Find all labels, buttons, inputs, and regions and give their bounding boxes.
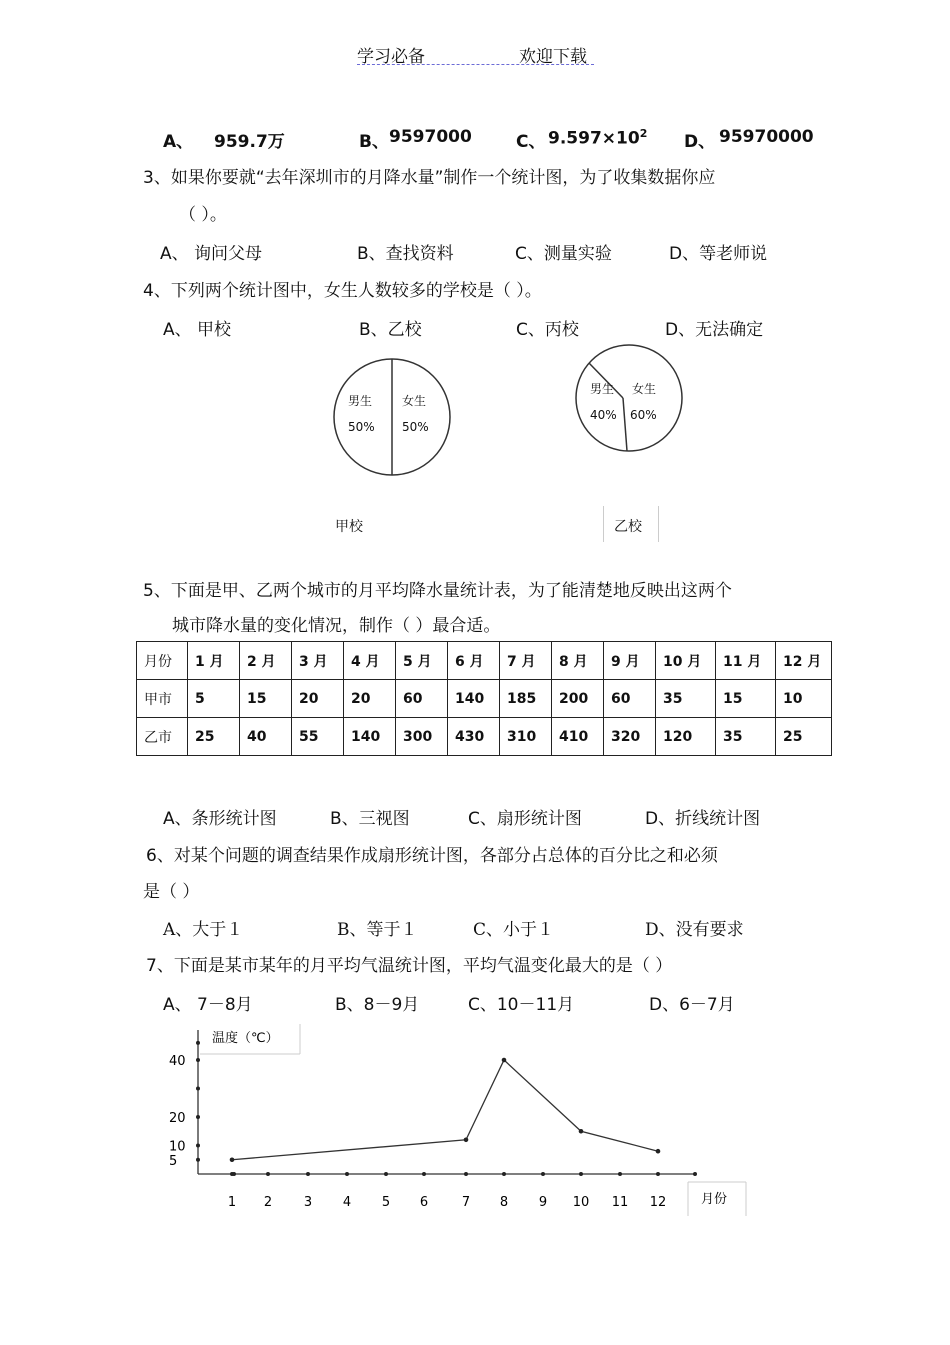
- table-cell: 410: [552, 718, 604, 756]
- temperature-series-line: [232, 1060, 658, 1160]
- q2-option-c-text: $9.597\times 10^2$: [548, 127, 648, 149]
- table-header-cell: 10 月: [656, 642, 716, 680]
- x-axis-dot: [422, 1172, 426, 1176]
- table-cell: 甲市: [137, 680, 188, 718]
- table-cell: 25: [776, 718, 832, 756]
- q6-option-a: A、大于１: [163, 920, 244, 940]
- q5-stem-line1: 5、下面是甲、乙两个城市的月平均降水量统计表，为了能清楚地反映出这两个: [143, 581, 732, 601]
- pie2-caption: 乙校: [614, 519, 642, 535]
- q7-option-d: D、6－7月: [649, 995, 735, 1015]
- x-tick-label: 3: [303, 1195, 313, 1210]
- y-axis-dot: [196, 1115, 200, 1119]
- x-axis-dot: [579, 1172, 583, 1176]
- table-row: [137, 718, 832, 756]
- q3-stem-line2: （ ）。: [179, 205, 227, 225]
- table-header-cell: 4 月: [344, 642, 396, 680]
- x-tick-label: 4: [342, 1195, 352, 1210]
- temperature-data-point: [230, 1157, 235, 1162]
- table-cell: 320: [604, 718, 656, 756]
- table-cell: 310: [500, 718, 552, 756]
- pie2-caption-border-left: [603, 506, 604, 542]
- pie1-male-label: 男生: [348, 394, 373, 408]
- table-cell: 430: [448, 718, 500, 756]
- q2-option-a-text: 959.7万: [214, 132, 285, 152]
- q2-option-c-label: C、: [516, 132, 546, 152]
- table-header-cell: 6 月: [448, 642, 500, 680]
- y-axis-dot: [196, 1058, 200, 1062]
- pie1-caption: 甲校: [335, 519, 363, 535]
- table-cell: 55: [292, 718, 344, 756]
- temperature-data-point: [656, 1149, 661, 1154]
- pie2-female-pct: 60%: [630, 408, 657, 422]
- table-cell: 5: [188, 680, 240, 718]
- q6-stem-line1: 6、对某个问题的调查结果作成扇形统计图，各部分占总体的百分比之和必须: [146, 846, 718, 866]
- x-axis-dot: [232, 1172, 236, 1176]
- table-header-row: [137, 642, 832, 680]
- q4-option-c: C、丙校: [516, 320, 579, 340]
- header-right: 欢迎下载: [519, 47, 587, 67]
- pie1-female-pct: 50%: [402, 420, 429, 434]
- q2-option-d-text: 95970000: [719, 127, 814, 147]
- table-cell: 140: [448, 680, 500, 718]
- q6-option-c: C、小于１: [473, 920, 555, 940]
- table-cell: 60: [396, 680, 448, 718]
- x-axis-dot: [541, 1172, 545, 1176]
- table-cell: 200: [552, 680, 604, 718]
- q5-option-a: A、条形统计图: [163, 809, 277, 829]
- temperature-data-point: [464, 1138, 469, 1143]
- x-axis-label: 月份: [701, 1192, 728, 1207]
- table-header-cell: 9 月: [604, 642, 656, 680]
- y-axis-dot: [196, 1041, 200, 1045]
- y-tick-label: 20: [169, 1111, 186, 1126]
- table-header-cell: 3 月: [292, 642, 344, 680]
- table-cell: 10: [776, 680, 832, 718]
- q5-option-b: B、三视图: [330, 809, 410, 829]
- x-axis-dot: [693, 1172, 697, 1176]
- q2-option-b-text: 9597000: [389, 127, 472, 147]
- x-tick-label: 5: [381, 1195, 391, 1210]
- x-tick-label: 7: [461, 1195, 471, 1210]
- q3-option-a: A、 询问父母: [160, 244, 263, 264]
- x-tick-label: 9: [538, 1195, 548, 1210]
- table-cell: 140: [344, 718, 396, 756]
- x-tick-label: 8: [499, 1195, 509, 1210]
- pie1-male-pct: 50%: [348, 420, 375, 434]
- q3-option-b: B、查找资料: [357, 244, 454, 264]
- pie2-female-label: 女生: [632, 382, 657, 396]
- q2-option-a-label: A、: [163, 132, 194, 152]
- q5-option-c: C、扇形统计图: [468, 809, 582, 829]
- x-tick-label: 1: [227, 1195, 237, 1210]
- header-underline: [357, 64, 594, 65]
- q6-option-d: D、没有要求: [645, 920, 744, 940]
- q4-option-a: A、 甲校: [163, 320, 232, 340]
- pie2-outline: [576, 345, 682, 451]
- y-axis-dot: [196, 1158, 200, 1162]
- q7-stem: 7、下面是某市某年的月平均气温统计图，平均气温变化最大的是（ ）: [146, 956, 673, 976]
- q3-stem-line1: 3、如果你要就“去年深圳市的月降水量”制作一个统计图，为了收集数据你应: [143, 168, 716, 188]
- table-cell: 20: [344, 680, 396, 718]
- q7-option-a: A、 7－8月: [163, 995, 253, 1015]
- q4-option-d: D、无法确定: [665, 320, 764, 340]
- table-header-cell: 2 月: [240, 642, 292, 680]
- pie2-caption-border-right: [658, 506, 659, 542]
- x-tick-label: 11: [611, 1195, 629, 1210]
- x-axis-dot: [656, 1172, 660, 1176]
- q7-option-c: C、10－11月: [468, 995, 575, 1015]
- y-tick-label: 5: [169, 1153, 178, 1169]
- q6-stem-line2: 是（ ）: [143, 882, 200, 902]
- table-header-cell: 1 月: [188, 642, 240, 680]
- q7-option-b: B、8－9月: [335, 995, 420, 1015]
- table-cell: 300: [396, 718, 448, 756]
- x-axis-dot: [384, 1172, 388, 1176]
- pie2-divider-bottom: [623, 398, 627, 451]
- table-header-cell: 12 月: [776, 642, 832, 680]
- q4-option-b: B、乙校: [359, 320, 422, 340]
- table-cell: 35: [716, 718, 776, 756]
- table-cell: 20: [292, 680, 344, 718]
- x-axis-dot: [502, 1172, 506, 1176]
- x-axis-dot: [266, 1172, 270, 1176]
- x-axis-dot: [618, 1172, 622, 1176]
- y-axis-label: 温度（℃）: [212, 1031, 279, 1046]
- temperature-data-point: [502, 1058, 507, 1063]
- table-cell: 60: [604, 680, 656, 718]
- table-header-cell: 5 月: [396, 642, 448, 680]
- y-tick-label: 10: [169, 1139, 186, 1155]
- pie1-female-label: 女生: [402, 394, 427, 408]
- x-tick-label: 10: [572, 1195, 590, 1210]
- table-cell: 15: [716, 680, 776, 718]
- x-tick-label: 6: [419, 1195, 429, 1210]
- pie2-male-pct: 40%: [590, 408, 617, 422]
- temperature-data-point: [579, 1129, 584, 1134]
- q2-option-b-label: B、: [359, 132, 389, 152]
- header-left: 学习必备: [357, 47, 425, 67]
- q5-option-d: D、折线统计图: [645, 809, 761, 829]
- temperature-line-chart: [150, 1010, 770, 1230]
- table-header-cell: 月份: [137, 642, 188, 680]
- q2-option-c-exponent: 2: [639, 127, 648, 140]
- table-cell: 40: [240, 718, 292, 756]
- table-cell: 120: [656, 718, 716, 756]
- pie2-male-label: 男生: [590, 382, 615, 396]
- table-cell: 15: [240, 680, 292, 718]
- pie-chart-school-jia: [330, 355, 456, 479]
- y-axis-dot: [196, 1144, 200, 1148]
- x-axis-dot: [464, 1172, 468, 1176]
- pie-chart-school-yi: [570, 343, 690, 455]
- x-axis-dot: [306, 1172, 310, 1176]
- q4-stem: 4、下列两个统计图中，女生人数较多的学校是（ ）。: [143, 281, 542, 301]
- table-header-cell: 8 月: [552, 642, 604, 680]
- table-cell: 185: [500, 680, 552, 718]
- x-axis-dot: [345, 1172, 349, 1176]
- table-row: [137, 680, 832, 718]
- q6-option-b: B、等于１: [337, 920, 418, 940]
- q5-stem-line2: 城市降水量的变化情况，制作（ ）最合适。: [172, 616, 501, 636]
- y-axis-dot: [196, 1087, 200, 1091]
- table-header-cell: 11 月: [716, 642, 776, 680]
- table-cell: 乙市: [137, 718, 188, 756]
- q3-option-d: D、等老师说: [669, 244, 768, 264]
- rainfall-table: [136, 641, 832, 756]
- q2-option-d-label: D、: [684, 132, 716, 152]
- y-tick-label: 40: [169, 1054, 186, 1069]
- x-tick-label: 2: [263, 1195, 273, 1210]
- table-header-cell: 7 月: [500, 642, 552, 680]
- q3-option-c: C、测量实验: [515, 244, 612, 264]
- x-tick-label: 12: [649, 1195, 667, 1210]
- table-cell: 35: [656, 680, 716, 718]
- table-cell: 25: [188, 718, 240, 756]
